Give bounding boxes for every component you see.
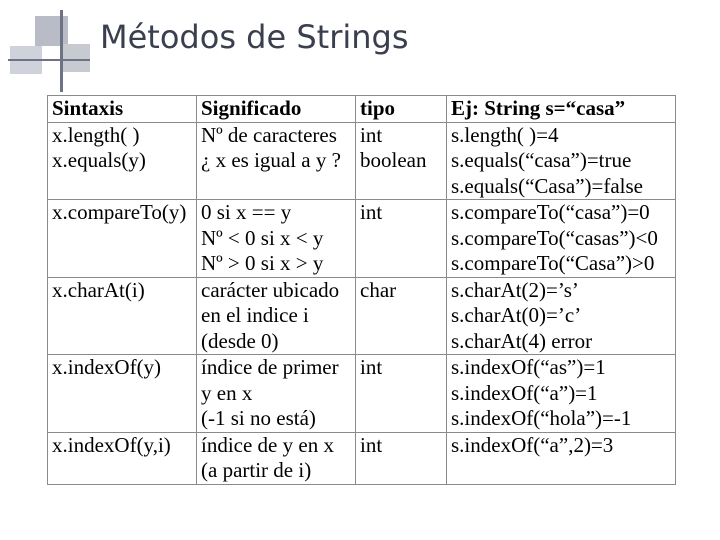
cell-tipo (356, 200, 447, 278)
ejemplo-line: s.charAt(2)=’s’ (451, 277, 579, 302)
cell-sintaxis (48, 432, 197, 484)
cell-ejemplo (447, 200, 676, 278)
ejemplo-line: s.indexOf(“as”)=1 (451, 355, 606, 379)
ejemplo-line: s.compareTo(“Casa”)>0 (451, 251, 655, 275)
tipo-line: int (360, 432, 383, 457)
ejemplo-line: s.charAt(0)=’c’ (451, 303, 582, 327)
ejemplo-line: s.compareTo(“casa”)=0 (451, 200, 650, 224)
decor-square-1 (35, 16, 68, 46)
sintaxis-line: x.length( ) (52, 122, 140, 147)
significado-line: (a partir de i) (201, 458, 312, 482)
header-ejemplo: Ej: String s=“casa” (447, 96, 676, 123)
tipo-line: int (360, 355, 383, 379)
sintaxis-line: x.indexOf(y) (52, 355, 162, 379)
significado-line: Nº < 0 si x < y (201, 225, 324, 250)
header-significado: Significado (197, 96, 356, 123)
decor-vertical-line (60, 10, 63, 92)
ejemplo-line: s.indexOf(“a”)=1 (451, 380, 598, 405)
ejemplo-line: s.compareTo(“casas”)<0 (451, 225, 658, 250)
table-row (48, 122, 676, 200)
cell-ejemplo (447, 122, 676, 200)
sintaxis-line: x.compareTo(y) (52, 200, 187, 224)
slide-title: Métodos de Strings (100, 18, 409, 56)
ejemplo-line: s.indexOf(“hola”)=-1 (451, 406, 632, 430)
cell-sintaxis (48, 355, 197, 433)
table-row (48, 277, 676, 355)
tipo-line: int (360, 122, 383, 147)
table-header-row (48, 96, 676, 123)
significado-line: Nº > 0 si x > y (201, 251, 324, 275)
cell-sintaxis (48, 277, 197, 355)
tipo-line: int (360, 200, 383, 224)
ejemplo-line: s.charAt(4) error (451, 328, 593, 353)
header-tipo: tipo (356, 96, 447, 123)
cell-tipo (356, 122, 447, 200)
cell-significado (197, 355, 356, 433)
sintaxis-line: x.equals(y) (52, 148, 146, 172)
cell-ejemplo (447, 355, 676, 433)
sintaxis-line: x.charAt(i) (52, 277, 145, 302)
tipo-line: char (360, 277, 397, 302)
cell-ejemplo (447, 277, 676, 355)
cell-sintaxis (48, 122, 197, 200)
decor-square-3 (62, 44, 90, 72)
significado-line: en el indice i (201, 303, 309, 327)
string-methods-table (47, 95, 676, 485)
significado-line: 0 si x == y (201, 200, 292, 224)
cell-ejemplo (447, 432, 676, 484)
sintaxis-line: x.indexOf(y,i) (52, 432, 171, 457)
significado-line: carácter ubicado (201, 277, 340, 302)
table-row (48, 355, 676, 433)
significado-line: (-1 si no está) (201, 406, 316, 430)
cell-significado (197, 122, 356, 200)
ejemplo-line: s.equals(“Casa”)=false (451, 173, 644, 198)
cell-tipo (356, 432, 447, 484)
ejemplo-line: s.equals(“casa”)=true (451, 148, 632, 172)
significado-line: ¿ x es igual a y ? (201, 148, 341, 172)
significado-line: (desde 0) (201, 328, 279, 353)
table-row (48, 432, 676, 484)
significado-line: índice de primer (201, 355, 339, 379)
significado-line: Nº de caracteres (201, 122, 337, 147)
table-body (48, 122, 676, 484)
significado-line: índice de y en x (201, 432, 334, 457)
tipo-line: boolean (360, 148, 427, 172)
cell-significado (197, 200, 356, 278)
cell-tipo (356, 277, 447, 355)
cell-significado (197, 432, 356, 484)
ejemplo-line: s.length( )=4 (451, 122, 559, 147)
cell-tipo (356, 355, 447, 433)
significado-line: y en x (201, 380, 253, 405)
ejemplo-line: s.indexOf(“a”,2)=3 (451, 432, 614, 457)
header-sintaxis: Sintaxis (48, 96, 197, 123)
cell-significado (197, 277, 356, 355)
decor-horizontal-line (8, 59, 90, 61)
cell-sintaxis (48, 200, 197, 278)
table-row (48, 200, 676, 278)
